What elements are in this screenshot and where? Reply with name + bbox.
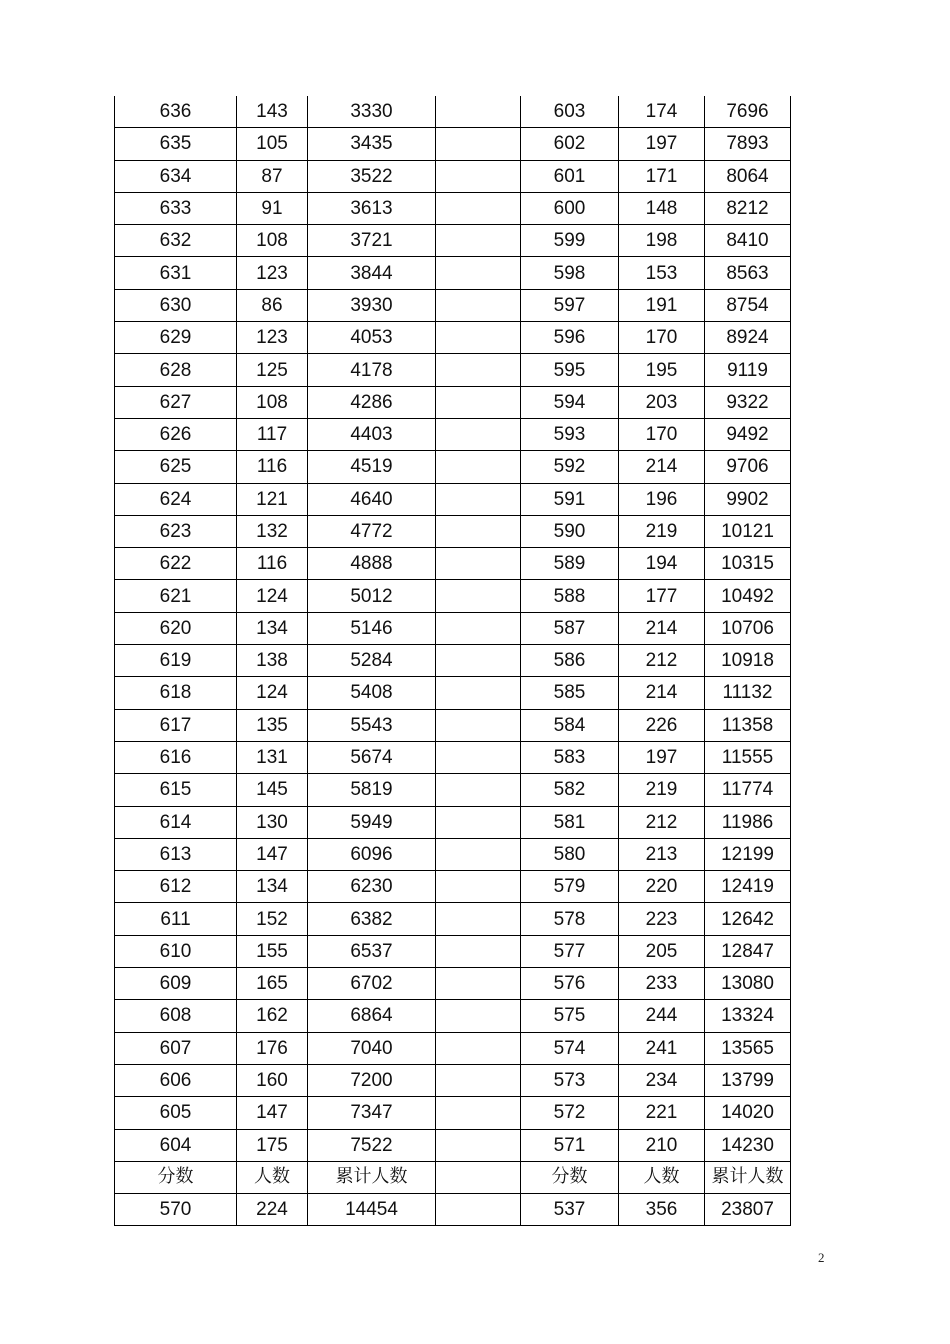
spacer-cell [436, 192, 521, 224]
right-cumulative-cell: 累计人数 [705, 1161, 791, 1193]
left-score-cell: 634 [115, 160, 237, 192]
spacer-cell [436, 289, 521, 321]
right-count-cell: 214 [619, 677, 705, 709]
right-score-cell: 576 [521, 968, 619, 1000]
right-score-cell: 593 [521, 418, 619, 450]
left-count-cell: 108 [237, 386, 308, 418]
left-count-cell: 121 [237, 483, 308, 515]
spacer-cell [436, 225, 521, 257]
table-row [115, 677, 791, 709]
left-score-cell: 610 [115, 935, 237, 967]
right-score-cell: 分数 [521, 1161, 619, 1193]
left-cumulative-cell: 4640 [308, 483, 436, 515]
left-count-cell: 145 [237, 774, 308, 806]
table-row [115, 289, 791, 321]
right-score-cell: 578 [521, 903, 619, 935]
spacer-cell [436, 838, 521, 870]
spacer-cell [436, 1129, 521, 1161]
table-row [115, 645, 791, 677]
right-count-cell: 197 [619, 741, 705, 773]
left-cumulative-cell: 5674 [308, 741, 436, 773]
right-count-cell: 196 [619, 483, 705, 515]
table-row [115, 418, 791, 450]
left-score-cell: 612 [115, 871, 237, 903]
right-count-cell: 221 [619, 1097, 705, 1129]
table-row [115, 709, 791, 741]
left-score-cell: 623 [115, 515, 237, 547]
table-row [115, 1097, 791, 1129]
left-cumulative-cell: 7347 [308, 1097, 436, 1129]
right-cumulative-cell: 9706 [705, 451, 791, 483]
left-count-cell: 147 [237, 838, 308, 870]
spacer-cell [436, 677, 521, 709]
left-score-cell: 613 [115, 838, 237, 870]
spacer-cell [436, 580, 521, 612]
left-score-cell: 615 [115, 774, 237, 806]
right-cumulative-cell: 11986 [705, 806, 791, 838]
right-cumulative-cell: 7696 [705, 96, 791, 128]
right-cumulative-cell: 10918 [705, 645, 791, 677]
table-row [115, 96, 791, 128]
right-cumulative-cell: 9902 [705, 483, 791, 515]
left-count-cell: 224 [237, 1194, 308, 1226]
right-count-cell: 223 [619, 903, 705, 935]
spacer-cell [436, 1097, 521, 1129]
right-count-cell: 219 [619, 774, 705, 806]
left-cumulative-cell: 6537 [308, 935, 436, 967]
right-cumulative-cell: 8563 [705, 257, 791, 289]
left-count-cell: 123 [237, 322, 308, 354]
left-count-cell: 108 [237, 225, 308, 257]
right-count-cell: 170 [619, 418, 705, 450]
table-row [115, 128, 791, 160]
right-count-cell: 人数 [619, 1161, 705, 1193]
left-count-cell: 124 [237, 677, 308, 709]
right-count-cell: 244 [619, 1000, 705, 1032]
spacer-cell [436, 160, 521, 192]
right-count-cell: 212 [619, 806, 705, 838]
spacer-cell [436, 774, 521, 806]
left-cumulative-cell: 累计人数 [308, 1161, 436, 1193]
left-score-cell: 606 [115, 1064, 237, 1096]
right-score-cell: 601 [521, 160, 619, 192]
right-cumulative-cell: 13799 [705, 1064, 791, 1096]
table-row [115, 386, 791, 418]
right-cumulative-cell: 14020 [705, 1097, 791, 1129]
right-score-cell: 577 [521, 935, 619, 967]
right-count-cell: 177 [619, 580, 705, 612]
table-row [115, 612, 791, 644]
spacer-cell [436, 903, 521, 935]
left-cumulative-cell: 6702 [308, 968, 436, 1000]
right-count-cell: 203 [619, 386, 705, 418]
spacer-cell [436, 96, 521, 128]
left-count-cell: 162 [237, 1000, 308, 1032]
left-score-cell: 621 [115, 580, 237, 612]
right-cumulative-cell: 13080 [705, 968, 791, 1000]
right-score-cell: 586 [521, 645, 619, 677]
right-count-cell: 153 [619, 257, 705, 289]
left-count-cell: 134 [237, 871, 308, 903]
right-cumulative-cell: 10706 [705, 612, 791, 644]
right-score-cell: 591 [521, 483, 619, 515]
left-cumulative-cell: 7040 [308, 1032, 436, 1064]
right-score-cell: 537 [521, 1194, 619, 1226]
spacer-cell [436, 806, 521, 838]
left-count-cell: 143 [237, 96, 308, 128]
right-cumulative-cell: 12199 [705, 838, 791, 870]
right-cumulative-cell: 8754 [705, 289, 791, 321]
left-count-cell: 176 [237, 1032, 308, 1064]
spacer-cell [436, 451, 521, 483]
spacer-cell [436, 548, 521, 580]
left-cumulative-cell: 6230 [308, 871, 436, 903]
left-score-cell: 625 [115, 451, 237, 483]
left-score-cell: 614 [115, 806, 237, 838]
table-row [115, 322, 791, 354]
spacer-cell [436, 1000, 521, 1032]
left-cumulative-cell: 5408 [308, 677, 436, 709]
left-cumulative-cell: 7522 [308, 1129, 436, 1161]
table-row [115, 160, 791, 192]
header-row [115, 1161, 791, 1193]
left-cumulative-cell: 4772 [308, 515, 436, 547]
right-count-cell: 148 [619, 192, 705, 224]
left-score-cell: 611 [115, 903, 237, 935]
right-cumulative-cell: 23807 [705, 1194, 791, 1226]
spacer-cell [436, 968, 521, 1000]
left-score-cell: 分数 [115, 1161, 237, 1193]
left-cumulative-cell: 3435 [308, 128, 436, 160]
right-cumulative-cell: 8924 [705, 322, 791, 354]
right-score-cell: 597 [521, 289, 619, 321]
left-count-cell: 138 [237, 645, 308, 677]
table-row [115, 1064, 791, 1096]
spacer-cell [436, 871, 521, 903]
right-count-cell: 233 [619, 968, 705, 1000]
right-score-cell: 588 [521, 580, 619, 612]
left-score-cell: 629 [115, 322, 237, 354]
right-cumulative-cell: 9492 [705, 418, 791, 450]
left-score-cell: 570 [115, 1194, 237, 1226]
left-score-cell: 605 [115, 1097, 237, 1129]
right-score-cell: 585 [521, 677, 619, 709]
right-score-cell: 579 [521, 871, 619, 903]
spacer-cell [436, 709, 521, 741]
right-count-cell: 214 [619, 612, 705, 644]
left-score-cell: 631 [115, 257, 237, 289]
table-row [115, 483, 791, 515]
left-score-cell: 635 [115, 128, 237, 160]
table-row [115, 935, 791, 967]
left-score-cell: 607 [115, 1032, 237, 1064]
left-cumulative-cell: 4286 [308, 386, 436, 418]
right-cumulative-cell: 12419 [705, 871, 791, 903]
left-count-cell: 135 [237, 709, 308, 741]
spacer-cell [436, 1194, 521, 1226]
right-count-cell: 226 [619, 709, 705, 741]
left-score-cell: 617 [115, 709, 237, 741]
spacer-cell [436, 612, 521, 644]
right-count-cell: 197 [619, 128, 705, 160]
left-score-cell: 633 [115, 192, 237, 224]
table-row [115, 354, 791, 386]
right-cumulative-cell: 11555 [705, 741, 791, 773]
table-body [115, 96, 791, 1226]
right-count-cell: 198 [619, 225, 705, 257]
left-cumulative-cell: 4053 [308, 322, 436, 354]
left-cumulative-cell: 6096 [308, 838, 436, 870]
table-row [115, 903, 791, 935]
spacer-cell [436, 935, 521, 967]
left-count-cell: 117 [237, 418, 308, 450]
left-cumulative-cell: 5543 [308, 709, 436, 741]
table-row [115, 838, 791, 870]
right-cumulative-cell: 8064 [705, 160, 791, 192]
table-row [115, 257, 791, 289]
left-cumulative-cell: 7200 [308, 1064, 436, 1096]
left-cumulative-cell: 5949 [308, 806, 436, 838]
right-score-cell: 573 [521, 1064, 619, 1096]
right-score-cell: 603 [521, 96, 619, 128]
right-cumulative-cell: 11774 [705, 774, 791, 806]
left-cumulative-cell: 3930 [308, 289, 436, 321]
left-score-cell: 604 [115, 1129, 237, 1161]
left-count-cell: 87 [237, 160, 308, 192]
right-cumulative-cell: 9119 [705, 354, 791, 386]
left-count-cell: 123 [237, 257, 308, 289]
right-cumulative-cell: 14230 [705, 1129, 791, 1161]
left-count-cell: 91 [237, 192, 308, 224]
right-cumulative-cell: 10492 [705, 580, 791, 612]
right-score-cell: 571 [521, 1129, 619, 1161]
left-cumulative-cell: 5012 [308, 580, 436, 612]
left-cumulative-cell: 14454 [308, 1194, 436, 1226]
right-score-cell: 595 [521, 354, 619, 386]
right-count-cell: 195 [619, 354, 705, 386]
left-cumulative-cell: 3522 [308, 160, 436, 192]
table-row [115, 1194, 791, 1226]
left-count-cell: 131 [237, 741, 308, 773]
right-cumulative-cell: 7893 [705, 128, 791, 160]
spacer-cell [436, 354, 521, 386]
right-score-cell: 592 [521, 451, 619, 483]
left-score-cell: 608 [115, 1000, 237, 1032]
spacer-cell [436, 741, 521, 773]
left-count-cell: 130 [237, 806, 308, 838]
left-cumulative-cell: 6382 [308, 903, 436, 935]
left-score-cell: 622 [115, 548, 237, 580]
right-cumulative-cell: 8212 [705, 192, 791, 224]
table-row [115, 871, 791, 903]
right-score-cell: 580 [521, 838, 619, 870]
right-score-cell: 581 [521, 806, 619, 838]
spacer-cell [436, 515, 521, 547]
left-count-cell: 155 [237, 935, 308, 967]
spacer-cell [436, 322, 521, 354]
left-count-cell: 147 [237, 1097, 308, 1129]
left-cumulative-cell: 5819 [308, 774, 436, 806]
left-count-cell: 86 [237, 289, 308, 321]
left-score-cell: 628 [115, 354, 237, 386]
right-count-cell: 194 [619, 548, 705, 580]
left-count-cell: 125 [237, 354, 308, 386]
right-count-cell: 214 [619, 451, 705, 483]
right-score-cell: 572 [521, 1097, 619, 1129]
right-score-cell: 574 [521, 1032, 619, 1064]
right-score-cell: 599 [521, 225, 619, 257]
left-cumulative-cell: 5284 [308, 645, 436, 677]
right-count-cell: 212 [619, 645, 705, 677]
left-cumulative-cell: 3844 [308, 257, 436, 289]
left-cumulative-cell: 3721 [308, 225, 436, 257]
score-distribution-table [114, 96, 791, 1226]
spacer-cell [436, 1064, 521, 1096]
right-count-cell: 219 [619, 515, 705, 547]
right-score-cell: 589 [521, 548, 619, 580]
table-row [115, 1129, 791, 1161]
left-count-cell: 人数 [237, 1161, 308, 1193]
right-count-cell: 171 [619, 160, 705, 192]
spacer-cell [436, 645, 521, 677]
table-row [115, 580, 791, 612]
right-score-cell: 598 [521, 257, 619, 289]
left-count-cell: 116 [237, 451, 308, 483]
spacer-cell [436, 418, 521, 450]
left-score-cell: 618 [115, 677, 237, 709]
left-score-cell: 620 [115, 612, 237, 644]
right-cumulative-cell: 11358 [705, 709, 791, 741]
table-row [115, 515, 791, 547]
left-score-cell: 626 [115, 418, 237, 450]
right-score-cell: 584 [521, 709, 619, 741]
right-count-cell: 205 [619, 935, 705, 967]
spacer-cell [436, 386, 521, 418]
right-score-cell: 600 [521, 192, 619, 224]
table-row [115, 968, 791, 1000]
table-row [115, 1000, 791, 1032]
right-count-cell: 241 [619, 1032, 705, 1064]
right-cumulative-cell: 13565 [705, 1032, 791, 1064]
table-row [115, 774, 791, 806]
left-count-cell: 134 [237, 612, 308, 644]
table-row [115, 1032, 791, 1064]
table-row [115, 806, 791, 838]
left-count-cell: 175 [237, 1129, 308, 1161]
left-count-cell: 105 [237, 128, 308, 160]
right-count-cell: 174 [619, 96, 705, 128]
left-cumulative-cell: 6864 [308, 1000, 436, 1032]
left-cumulative-cell: 4178 [308, 354, 436, 386]
right-cumulative-cell: 13324 [705, 1000, 791, 1032]
left-cumulative-cell: 3330 [308, 96, 436, 128]
right-cumulative-cell: 12847 [705, 935, 791, 967]
left-count-cell: 116 [237, 548, 308, 580]
right-count-cell: 170 [619, 322, 705, 354]
page-number: 2 [818, 1250, 825, 1265]
table-row [115, 451, 791, 483]
right-count-cell: 213 [619, 838, 705, 870]
right-score-cell: 582 [521, 774, 619, 806]
right-score-cell: 590 [521, 515, 619, 547]
right-cumulative-cell: 9322 [705, 386, 791, 418]
left-count-cell: 160 [237, 1064, 308, 1096]
left-score-cell: 609 [115, 968, 237, 1000]
right-cumulative-cell: 10315 [705, 548, 791, 580]
left-score-cell: 636 [115, 96, 237, 128]
right-score-cell: 583 [521, 741, 619, 773]
left-score-cell: 619 [115, 645, 237, 677]
right-score-cell: 594 [521, 386, 619, 418]
left-cumulative-cell: 4519 [308, 451, 436, 483]
right-count-cell: 191 [619, 289, 705, 321]
right-count-cell: 356 [619, 1194, 705, 1226]
left-score-cell: 627 [115, 386, 237, 418]
left-cumulative-cell: 5146 [308, 612, 436, 644]
table-row [115, 548, 791, 580]
right-count-cell: 220 [619, 871, 705, 903]
right-cumulative-cell: 11132 [705, 677, 791, 709]
left-score-cell: 632 [115, 225, 237, 257]
spacer-cell [436, 257, 521, 289]
left-count-cell: 132 [237, 515, 308, 547]
right-score-cell: 587 [521, 612, 619, 644]
table-row [115, 741, 791, 773]
table-row [115, 192, 791, 224]
right-score-cell: 575 [521, 1000, 619, 1032]
spacer-cell [436, 1161, 521, 1193]
spacer-cell [436, 483, 521, 515]
left-cumulative-cell: 4888 [308, 548, 436, 580]
right-score-cell: 602 [521, 128, 619, 160]
left-count-cell: 124 [237, 580, 308, 612]
right-cumulative-cell: 10121 [705, 515, 791, 547]
left-score-cell: 616 [115, 741, 237, 773]
left-count-cell: 165 [237, 968, 308, 1000]
right-score-cell: 596 [521, 322, 619, 354]
spacer-cell [436, 1032, 521, 1064]
left-count-cell: 152 [237, 903, 308, 935]
left-cumulative-cell: 3613 [308, 192, 436, 224]
spacer-cell [436, 128, 521, 160]
left-score-cell: 630 [115, 289, 237, 321]
right-cumulative-cell: 12642 [705, 903, 791, 935]
table-row [115, 225, 791, 257]
right-count-cell: 234 [619, 1064, 705, 1096]
left-cumulative-cell: 4403 [308, 418, 436, 450]
right-cumulative-cell: 8410 [705, 225, 791, 257]
left-score-cell: 624 [115, 483, 237, 515]
right-count-cell: 210 [619, 1129, 705, 1161]
